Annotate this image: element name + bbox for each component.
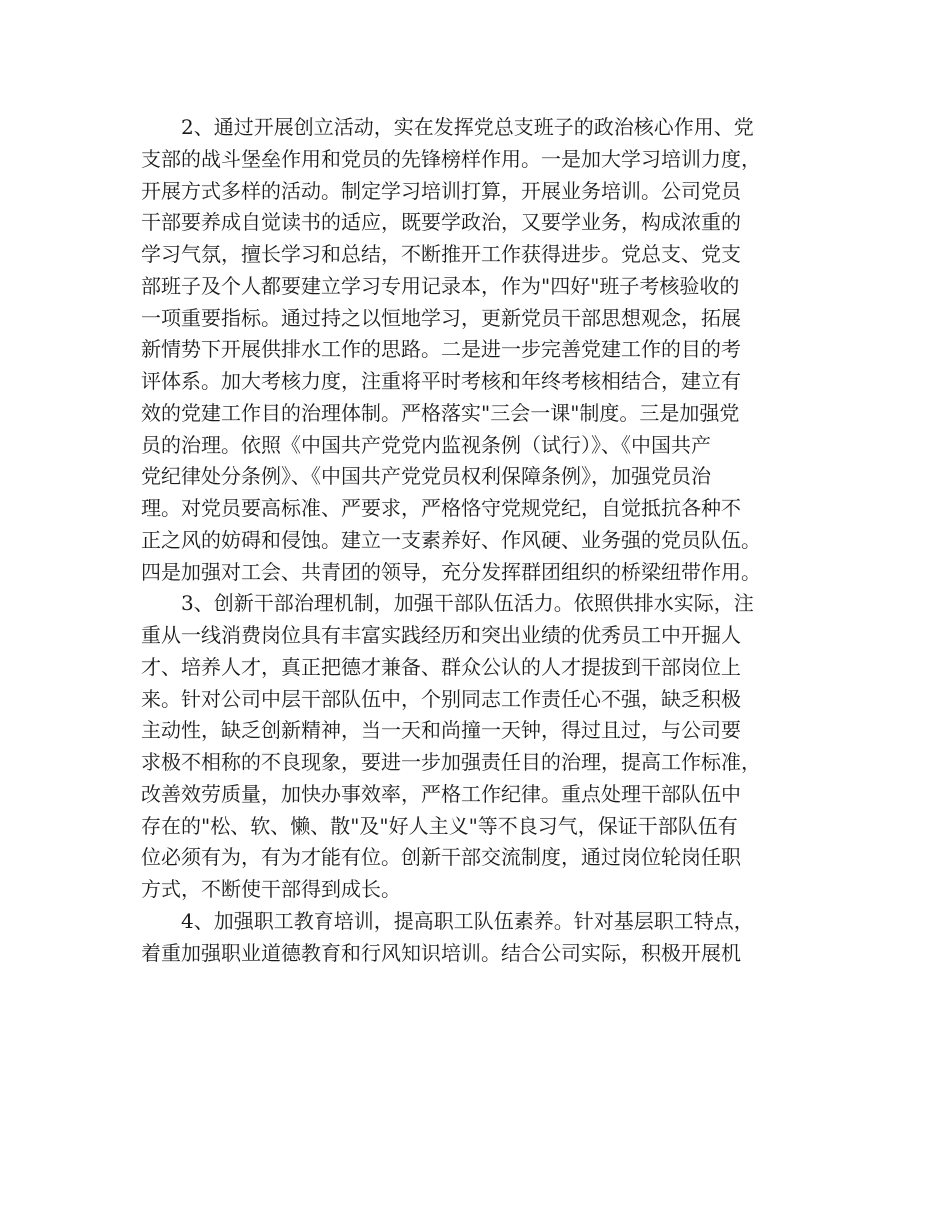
- text-line: 改善效劳质量，加快办事效率，严格工作纪律。重点处理干部队伍中: [141, 781, 741, 806]
- paragraph-4-start: 4、加强职工教育培训，提高职工队伍素养。针对基层职工特点，: [181, 908, 754, 933]
- text-line: 开展方式多样的活动。制定学习培训打算，开展业务培训。公司党员: [141, 178, 741, 203]
- text-line: 着重加强职业道德教育和行风知识培训。结合公司实际，积极开展机: [141, 940, 741, 965]
- text-line: 位必须有为，有为才能有位。创新干部交流制度，通过岗位轮岗任职: [141, 845, 741, 870]
- text-line: 效的党建工作目的治理体制。严格落实"三会一课"制度。三是加强党: [141, 400, 740, 425]
- text-line: 主动性，缺乏创新精神，当一天和尚撞一天钟，得过且过，与公司要: [141, 718, 741, 743]
- text-line: 员的治理。依照《中国共产党党内监视条例（试行）》、《中国共产: [141, 432, 711, 457]
- text-line: 重从一线消费岗位具有丰富实践经历和突出业绩的优秀员工中开掘人: [141, 623, 741, 647]
- paragraph-3-start: 3、创新干部治理机制，加强干部队伍活力。依照供排水实际，注: [181, 591, 754, 616]
- text-line: 部班子及个人都要建立学习专用记录本，作为"四好"班子考核验收的: [141, 273, 740, 298]
- text-line: 党纪律处分条例》、《中国共产党党员权利保障条例》，加强党员治: [141, 464, 711, 489]
- text-line: 才、培养人才，真正把德才兼备、群众公认的人才提拔到干部岗位上: [141, 654, 741, 679]
- body-text: [141, 112, 813, 969]
- text-line: 评体系。加大考核力度，注重将平时考核和年终考核相结合，建立有: [141, 369, 741, 393]
- paragraph-2-start: 2、通过开展创立活动，实在发挥党总支班子的政治核心作用、党: [181, 115, 754, 139]
- text-line: 求极不相称的不良现象，要进一步加强责任目的治理，提高工作标准，: [141, 750, 761, 774]
- text-line: 四是加强对工会、共青团的领导，充分发挥群团组织的桥梁纽带作用。: [141, 559, 761, 584]
- text-line: 一项重要指标。通过持之以恒地学习，更新党员干部思想观念，拓展: [141, 305, 741, 330]
- text-line: 新情势下开展供排水工作的思路。二是进一步完善党建工作的目的考: [141, 337, 741, 362]
- text-line: 学习气氛，擅长学习和总结，不断推开工作获得进步。党总支、党支: [141, 242, 741, 266]
- text-line: 理。对党员要高标准、严要求，严格恪守党规党纪，自觉抵抗各种不: [141, 496, 741, 520]
- text-line: 来。针对公司中层干部队伍中，个别同志工作责任心不强，缺乏积极: [141, 686, 741, 711]
- text-line: 干部要养成自觉读书的适应，既要学政治，又要学业务，构成浓重的: [141, 210, 741, 235]
- text-line: 支部的战斗堡垒作用和党员的先锋榜样作用。一是加大学习培训力度，: [141, 146, 761, 171]
- text-line: 方式，不断使干部得到成长。: [141, 877, 401, 901]
- text-line: 存在的"松、软、懒、散"及"好人主义"等不良习气，保证干部队伍有: [141, 813, 738, 838]
- text-line: 正之风的妨碍和侵蚀。建立一支素养好、作风硬、业务强的党员队伍。: [141, 527, 761, 552]
